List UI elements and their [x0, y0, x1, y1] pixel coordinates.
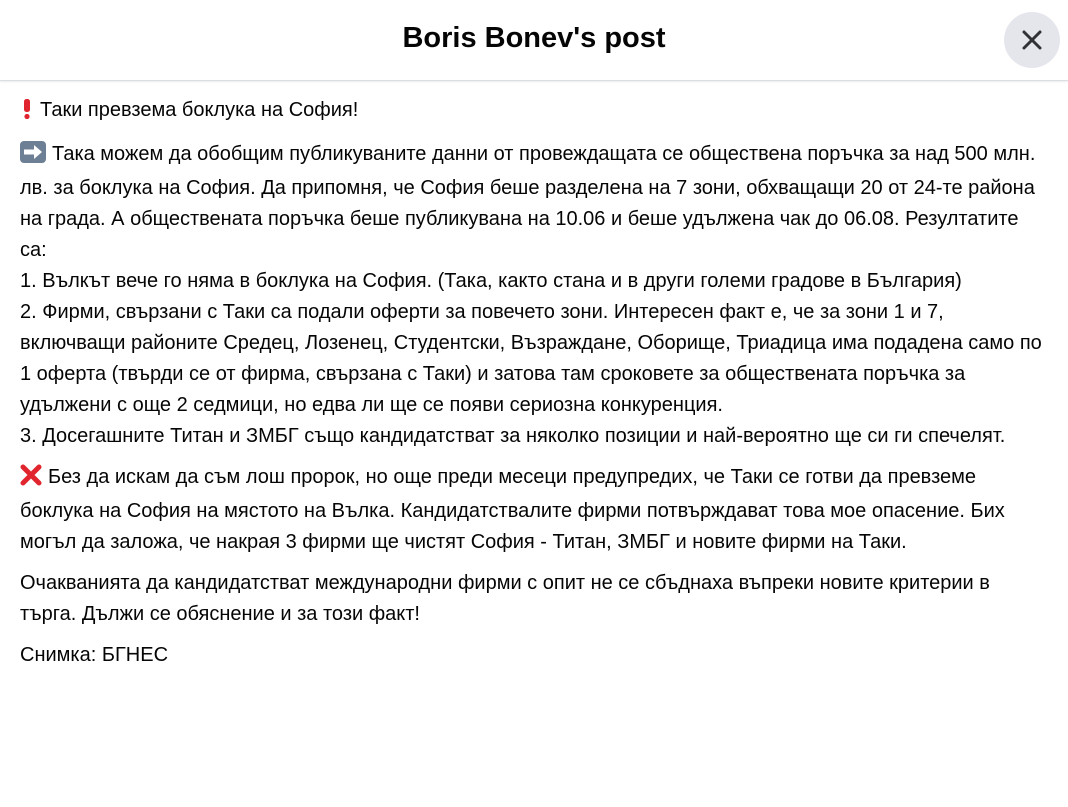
post-paragraph-1: [20, 95, 1050, 129]
cross-mark-icon: [20, 464, 42, 496]
post-paragraph-3-text: Без да искам да съм лош пророк, но още преди месеци предупредих, че Таки се готви да превземе боклука на София на мястото на Вълка. Кандидатствалите фирми потвърждават това мое опасение. Бих могъл да заложа, че накрая 3 фирми ще чистят София - Титан, ЗМБГ и новите фирми на Таки.: [20, 466, 1005, 553]
dialog-header: [0, 0, 1068, 81]
post-list-item-2: 2. Фирми, свързани с Таки са подали оферти за повечето зони. Интересен факт е, че за зони 1 и 7, включващи районите Средец, Лозенец, Студентски, Възраждане, Оборище, Триадица има подадена само по 1 оферта (твърди се от фирма, свързана с Таки) и затова там сроковете за обществената поръчка за удължени с още 2 седмици, но едва ли ще се появи сериозна конкуренция.: [20, 301, 1042, 416]
exclamation-icon: [20, 98, 34, 129]
post-paragraph-3: [20, 462, 1050, 558]
post-paragraph-4: Очакванията да кандидатстват международни фирми с опит не се сбъднаха въпреки новите критерии в търга. Дължи се обяснение и за този факт!: [20, 572, 990, 625]
right-arrow-icon: [20, 141, 46, 173]
post-list-item-3: 3. Досегашните Титан и ЗМБГ също кандидатстват за няколко позиции и най-вероятно ще си ги спечелят.: [20, 425, 1006, 447]
photo-credit: Снимка: БГНЕС: [20, 644, 169, 666]
close-button[interactable]: [1004, 12, 1060, 68]
close-icon: [1020, 28, 1044, 52]
post-paragraph-2-intro: Така можем да обобщим публикуваните данни от провеждащата се обществена поръчка за над 500 млн. лв. за боклука на София. Да припомня, че София беше разделена на 7 зони, обхващащи 20 от 24-те района на града. А обществената поръчка беше публикувана на 10.06 и беше удължена чак до 06.08. Резултатите са:: [20, 143, 1036, 261]
post-body: [0, 81, 1068, 671]
post-paragraph-1-text: Таки превзема боклука на София!: [40, 99, 359, 121]
post-paragraph-2: [20, 139, 1050, 452]
dialog-title: Boris Bonev's post: [402, 21, 666, 54]
post-list-item-1: 1. Вълкът вече го няма в боклука на София. (Така, както стана и в други големи градове в България): [20, 270, 962, 292]
